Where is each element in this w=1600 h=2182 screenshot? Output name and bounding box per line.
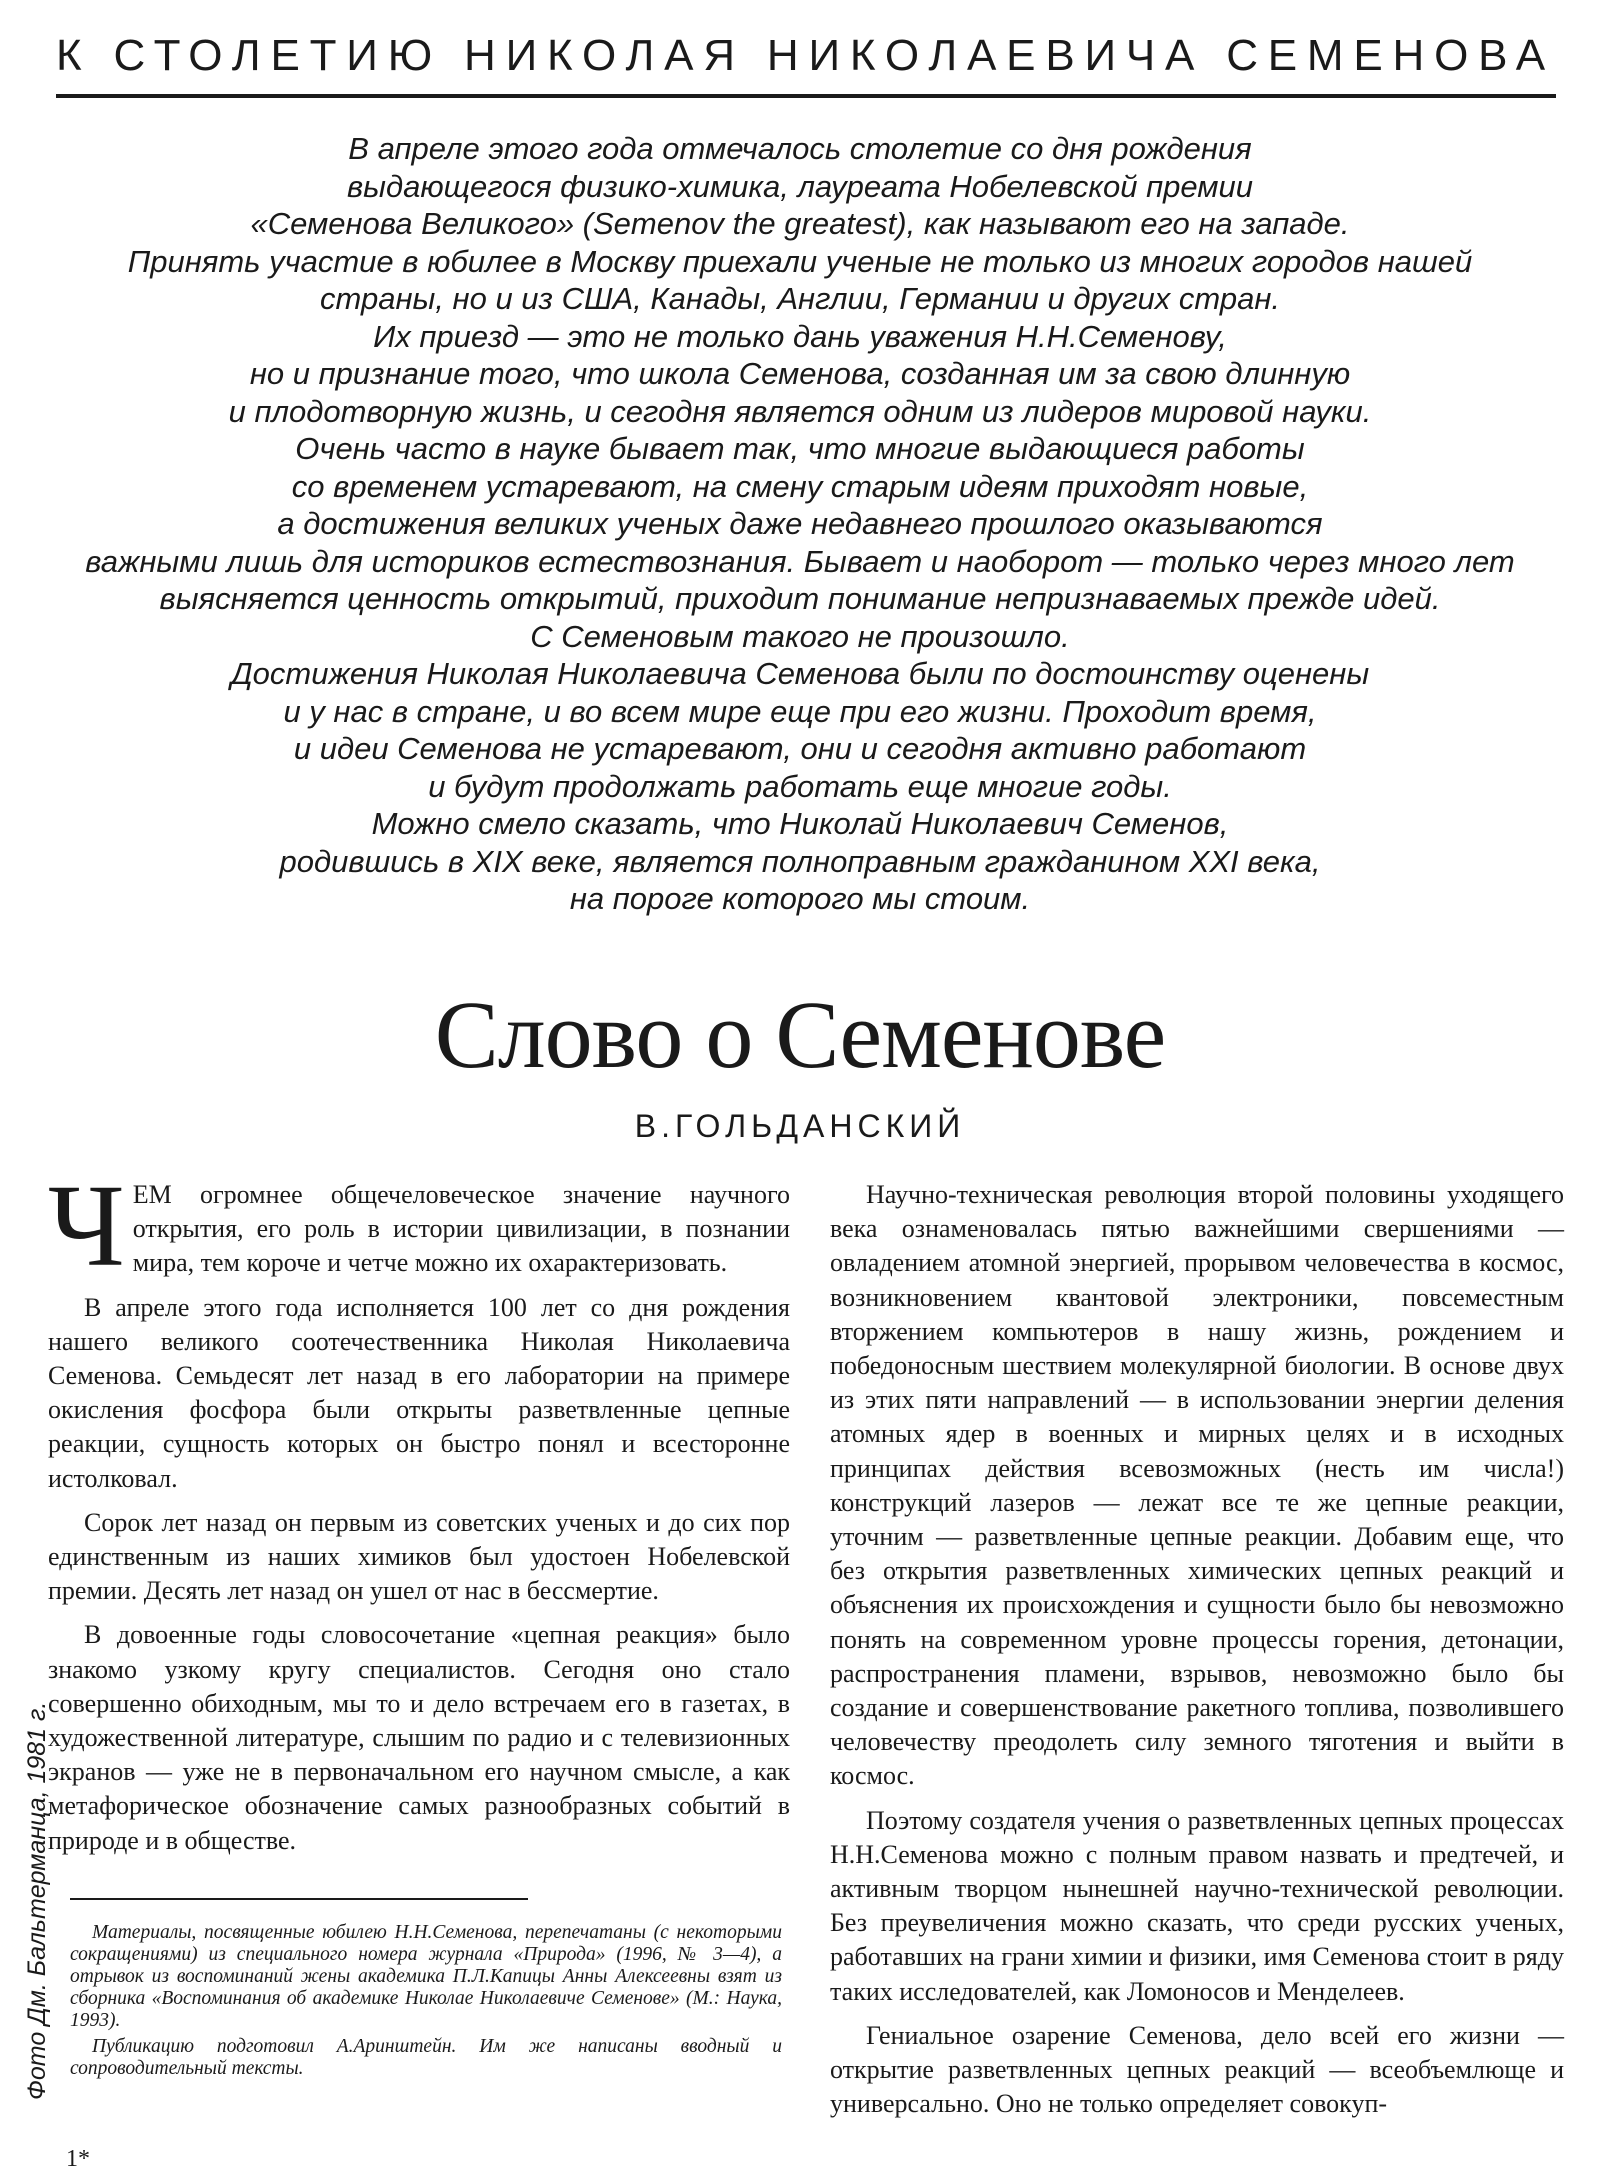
article-title: Слово о Семенове bbox=[434, 981, 1166, 1088]
drop-cap: Ч bbox=[48, 1160, 125, 1291]
intro-line: «Семенова Великого» (Semenov the greatest), как называют его на западе. bbox=[250, 206, 1350, 241]
footnote-divider bbox=[70, 1898, 528, 1900]
intro-line: со временем устаревают, на смену старым идеям приходят новые, bbox=[291, 468, 1309, 504]
left-column bbox=[48, 1160, 790, 1868]
article-paragraph bbox=[48, 1160, 790, 1291]
intro-line: Очень часто в науке бывает так, что многие выдающиеся работы bbox=[295, 431, 1305, 466]
intro-line: а достижения великих ученых даже недавнего прошлого оказываются bbox=[277, 506, 1323, 541]
intro-line: родившись в XIX веке, является полноправным гражданином XXI века, bbox=[279, 843, 1321, 879]
section-rubric: К СТОЛЕТИЮ НИКОЛАЯ НИКОЛАЕВИЧА СЕМЕНОВА bbox=[56, 18, 1556, 98]
intro-line: В апреле этого года отмечалось столетие со дня рождения bbox=[348, 131, 1252, 166]
intro-line: Можно смело сказать, что Николай Николаевич Семенов, bbox=[371, 806, 1229, 841]
intro-line: и плодотворную жизнь, и сегодня является одним из лидеров мировой науки. bbox=[228, 393, 1372, 429]
article-paragraph: В апреле этого года исполняется 100 лет со дня рождения нашего великого соотечественника Николая Николаевича Семенова. Семьдесят лет назад в его лаборатории на примере окисления фосфора были открыты разветвленные цепные реакции, сущность которых он быстро понял и всесторонне истолковал. bbox=[48, 1292, 790, 1493]
page-number: 1* bbox=[66, 2146, 90, 2172]
article-paragraph: В довоенные годы словосочетание «цепная реакция» было знакомо узкому кругу специалистов. Сегодня оно стало совершенно обиходным, мы то и дело встречаем его в газетах, в художественной литературе, слышим по радио и с телевизионных экранов — уже не в первоначальном его научном смысле, а как метафорическое обозначение самых разнообразных событий в природе и в обществе. bbox=[48, 1620, 790, 1855]
intro-line: и у нас в стране, и во всем мире еще при его жизни. Проходит время, bbox=[283, 693, 1317, 729]
intro-line: С Семеновым такого не произошло. bbox=[530, 618, 1070, 654]
article-author: В.ГОЛЬДАНСКИЙ bbox=[634, 1108, 966, 1144]
intro-text bbox=[40, 130, 1560, 918]
intro-line: Принять участие в юбилее в Москву приехали ученые не только из многих городов нашей bbox=[127, 243, 1473, 279]
intro-line: важными лишь для историков естествознания. Бывает и наоборот — только через много лет bbox=[85, 543, 1515, 579]
footnote: Публикацию подготовил А.Аринштейн. Им же написаны вводный и сопроводительный тексты. bbox=[70, 2036, 782, 2079]
intro-line: на пороге которого мы стоим. bbox=[569, 881, 1031, 916]
footnotes bbox=[70, 1922, 782, 2084]
intro-line: но и признание того, что школа Семенова, созданная им за свою длинную bbox=[249, 356, 1351, 391]
intro-line: и будут продолжать работать еще многие годы. bbox=[428, 768, 1172, 804]
intro-line: выясняется ценность открытий, приходит понимание непризнаваемых прежде идей. bbox=[159, 581, 1441, 616]
intro-line: страны, но и из США, Канады, Англии, Германии и других стран. bbox=[319, 281, 1280, 316]
article-paragraph: Сорок лет назад он первым из советских ученых и до сих пор единственным из наших химиков был удостоен Нобелевской премии. Десять лет назад он ушел от нас в бессмертие. bbox=[48, 1507, 790, 1606]
footnote: Материалы, посвященные юбилею Н.Н.Семенова, перепечатаны (с некоторыми сокращениями) из специального номера журнала «Природа» (1996, № 3—4), а отрывок из воспоминаний жены академика П.Л.Капицы Анны Алексеевны взят из сборника «Воспоминания об академике Николае Николаевиче Семенове» (М.: Наука, 1993). bbox=[70, 1922, 782, 2031]
intro-line: Их приезд — это не только дань уважения Н.Н.Семенову, bbox=[373, 318, 1227, 354]
article-paragraph: Поэтому создателя учения о разветвленных цепных процессах Н.Н.Семенова можно с полным правом назвать и предтечей, и активным творцом нынешней научно-технической революции. Без преувеличения можно сказать, что среди русских ученых, работавших на грани химии и физики, имя Семенова стоит в ряду таких исследователей, как Ломоносов и Менделеев. bbox=[830, 1805, 1564, 2006]
intro-line: и идеи Семенова не устаревают, они и сегодня активно работают bbox=[293, 731, 1307, 766]
intro-line: Достижения Николая Николаевича Семенова были по достоинству оценены bbox=[230, 656, 1370, 691]
photo-credit: Фото Дм. Бальтерманца, 1981 г. bbox=[23, 1701, 51, 2100]
paragraph-text: ЕМ огромнее общечеловеческое значение научного открытия, его роль в истории цивилизации, в познании мира, тем короче и четче можно их охарактеризовать. bbox=[132, 1180, 790, 1278]
right-column bbox=[830, 1178, 1564, 2131]
article-paragraph: Гениальное озарение Семенова, дело всей его жизни — открытие разветвленных цепных реакций — всеобъемлюще и универсально. Оно не только определяет совокуп- bbox=[830, 2020, 1564, 2119]
intro-line: выдающегося физико-химика, лауреата Нобелевской премии bbox=[346, 168, 1254, 204]
article-paragraph: Научно-техническая революция второй половины уходящего века ознаменовалась пятью важнейшими свершениями — овладением атомной энергией, прорывом человечества в космос, возникновением квантовой электроники, повсеместным вторжением компьютеров в нашу жизнь, рождением и победоносным шествием молекулярной биологии. В основе двух из этих пяти направлений — в использовании энергии деления атомных ядер в военных и мирных целях и в исходных принципах действия всевозможных (несть им числа!) конструкций лазеров — лежат все те же цепные реакции, уточним — разветвленные цепные реакции. Добавим еще, что без открытия разветвленных химических цепных реакций и объяснения их происхождения и сущности было бы невозможно понять на современном уровне процессы горения, детонации, распространения пламени, взрывов, невозможно было бы создание и совершенствование ракетного топлива, позволившего человечеству преодолеть силу земного тяготения и выйти в космос. bbox=[830, 1180, 1564, 1791]
